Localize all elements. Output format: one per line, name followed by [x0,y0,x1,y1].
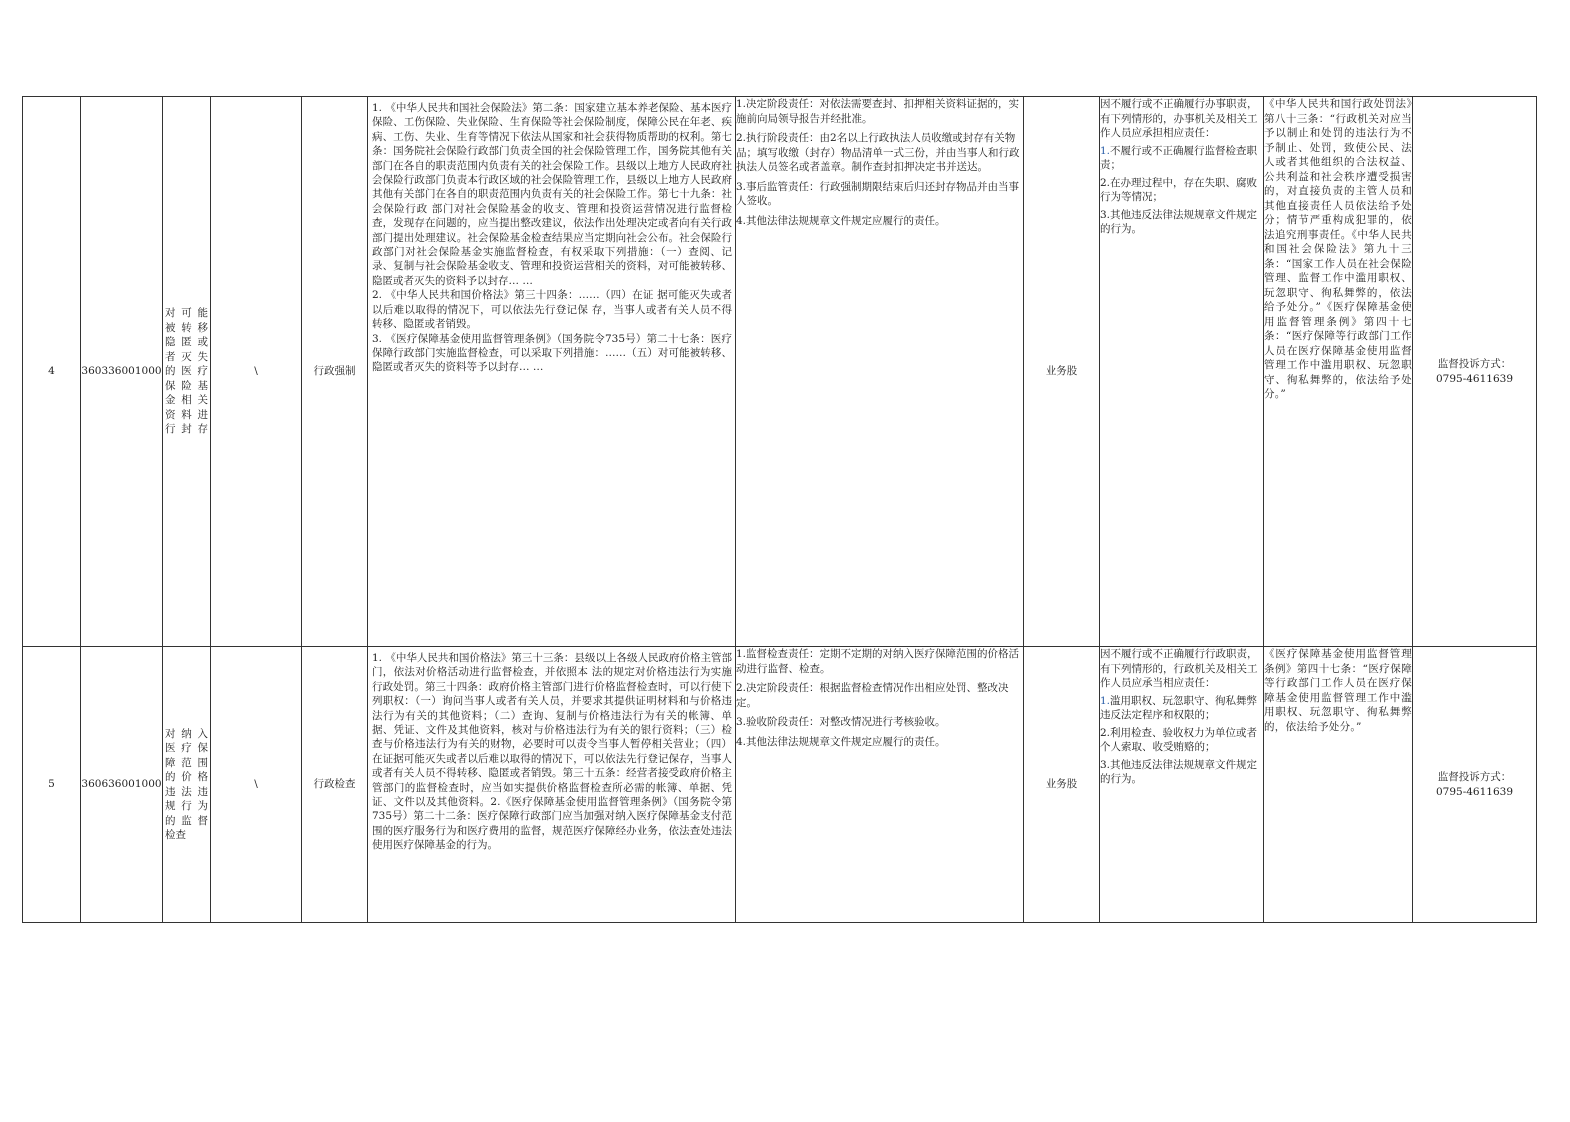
sub-item: \ [211,97,302,647]
accountability-item [1100,176,1263,205]
accountability-intro: 因不履行或不正确履行办事职责，有下列情形的，办事机关及相关工作人员应承担相应责任： [1100,98,1258,139]
item-name-line: 违法违 [165,785,208,798]
duty-item: 3.事后监管责任：行政强制期限结束后归还封存物品并由当事人签收。 [736,180,1020,207]
item-number: 3. [1100,208,1111,221]
item-name-line: 行封存 [165,423,208,436]
item-number: 3. [1100,758,1111,771]
item-name-line: 者灭失 [165,350,208,363]
accountability-law [1264,647,1413,923]
item-name-line: 的监督 [165,814,208,827]
accountability-item [1100,144,1263,173]
item-name-line: 检查 [165,829,186,841]
item-name-line: 医疗保 [165,742,208,754]
duty-item: 1.监督检查责任：定期不定期的对纳入医疗保障范围的价格活动进行监督、检查。 [736,648,1020,675]
duty-items [736,647,1024,923]
accountability-item [1100,694,1263,723]
supervision [1413,97,1537,647]
row-number: 4 [23,97,81,647]
supervision-phone: 0795-4611639 [1435,785,1514,798]
row-number: 5 [23,647,81,923]
supervision-label: 监督投诉方式： [1437,771,1512,783]
sub-item: \ [211,647,302,923]
supervision-label: 监督投诉方式： [1437,358,1512,370]
supervision-phone: 0795-4611639 [1435,372,1514,385]
item-name-line: 障范围 [165,756,208,769]
power-type: 行政检查 [302,647,368,923]
item-name-line: 被转移 [165,321,208,334]
accountability-law-text: 《中华人民共和国行政处罚法》第八十三条：“行政机关对应当予以制止和处罚的违法行为不予制止、处罚，致使公民、法人或者其他组织的合法权益、公共利益和社会秩序遭受损害的，对直接负责的主管人员和其他直接责任人员依法给予处分；情节严重构成犯罪的，依法追究刑事责任。《中华人民共和国社会保险法》第九十三条：“国家工作人员在社会保险管理、监督工作中滥用职权、玩忽职守、徇私舞弊的，依法给予处分。”《医疗保障基金使用监督管理条例》第四十七条：“医疗保障等行政部门工作人员在医疗保障基金使用监督管理工作中滥用职权、玩忽职守、徇私舞弊的，依法给予处分。” [1264,98,1412,400]
legal-basis [368,647,736,923]
item-name-line: 对纳入 [165,727,208,740]
rights-responsibility-table [22,96,1537,923]
legal-basis-text: 1. 《中华人民共和国社会保险法》第二条：国家建立基本养老保险、基本医疗保险、工伤保险、失业保险、生育保险等社会保险制度，保障公民在年老、疾病、工伤、失业、生育等情况下依法从国家和社会获得物质帮助的权利。第七条：国务院社会保险行政部门负责全国的社会保险管理工作，国务院其他有关部门在各自的职责范围内负责有关的社会保险工作。县级以上地方人民政府社会保险行政部门负责本行政区域的社会保险管理工作，县级以上地方人民政府其他有关部门在各自的职责范围内负责有关的社会保险工作。第七十九条：社会保险行政 部门对社会保险基金的收支、管理和投资运营情况进行监督检查，发现存在问题的，应当提出整改建议，依法作出处理决定或者向有关行政部门提出处理建议。社会保险基金检查结果应当定期向社会公布。社会保险行政部门对社会保险基金实施监督检查，有权采取下列措施：（一）查阅、记录、复制与社会保险基金收支、管理和投资运营相关的资料，对可能被转移、隐匿或者灭失的资料予以封存… … 2. 《中华人民共和国价格法》第三十四条：……（四）在证 据可能灭失或者以后难以取得的情况下，可以依法先行登记保 存，当事人或者有关人员不得转移、隐匿或者销毁。 3. 《医疗保障基金使用监督管理条例》（国务院令735号）第二十七条：医疗保障行政部门实施监督检查，可以采取下列措施：……（五）对可能被转移、隐匿或者灭失的资料等予以封存… … [372,102,732,374]
item-text: 利用检查、验收权力为单位或者个人索取、收受贿赂的； [1100,726,1258,753]
item-text: 不履行或不正确履行监督检查职责； [1100,144,1258,171]
responsible-dept: 业务股 [1024,647,1100,923]
accountability-item [1100,726,1263,755]
legal-basis [368,97,736,647]
item-name [163,97,211,647]
item-code: 360336001000 [81,97,163,647]
accountability-item [1100,208,1263,237]
table-row [23,647,1537,923]
item-number: 2. [1100,726,1111,739]
accountability-item [1100,758,1263,787]
duty-items [736,97,1024,647]
accountability-intro: 因不履行或不正确履行行政职责，有下列情形的，行政机关及相关工作人员应承当相应责任： [1100,648,1258,689]
item-text: 在办理过程中，存在失职、腐败行为等情况； [1100,176,1258,203]
item-name-line: 金相关 [165,394,208,407]
table-row [23,97,1537,647]
item-name-line: 保险基 [165,379,208,392]
item-text: 其他违反法律法规规章文件规定的行为。 [1100,758,1258,785]
item-number: 1. [1100,694,1111,707]
responsible-dept: 业务股 [1024,97,1100,647]
supervision [1413,647,1537,923]
item-text: 其他违反法律法规规章文件规定的行为。 [1100,208,1258,235]
item-name [163,647,211,923]
item-number: 2. [1100,176,1111,189]
power-type: 行政强制 [302,97,368,647]
item-name-line: 的价格 [165,771,208,783]
item-name-line: 资料进 [165,408,208,421]
duty-item: 4.其他法律法规规章文件规定应履行的责任。 [736,214,946,227]
item-text: 滥用职权、玩忽职守、徇私舞弊违反法定程序和权限的； [1100,694,1258,721]
legal-basis-text: 1. 《中华人民共和国价格法》第三十三条：县级以上各级人民政府价格主管部门，依法对价格活动进行监督检查，并依照本 法的规定对价格违法行为实施行政处罚。第三十四条：政府价格主管部门进行价格监督检查时，可以行使下列职权：（一）询问当事人或者有关人员，并要求其提供证明材料和与价格违法行为有关的其他资料；（二）查询、复制与价格违法行为有关的帐簿、单据、凭证、文件及其他资料，核对与价格违法行为有关的银行资料；（三）检查与价格违法行为有关的财物，必要时可以责令当事人暂停相关营业；（四）在证据可能灭失或者以后难以取得的情况下，可以依法先行登记保存，当事人或者有关人员不得转移、隐匿或者销毁。第三十五条：经营者接受政府价格主管部门的监督检查时，应当如实提供价格监督检查所必需的帐簿、单据、凭证、文件以及其他资料。2.《医疗保障基金使用监督管理条例》（国务院令第735号）第二十二条：医疗保障行政部门应当加强对纳入医疗保障基金支付范围的医疗服务行为和医疗费用的监督，规范医疗保障经办业务，依法查处违法使用医疗保障基金的行为。 [372,652,732,852]
accountability [1100,647,1264,923]
item-name-line: 的医疗 [165,365,208,378]
duty-item: 3.验收阶段责任：对整改情况进行考核验收。 [736,716,946,728]
accountability-law [1264,97,1413,647]
accountability-law-text: 《医疗保障基金使用监督管理条例》第四十七条：“医疗保障等行政部门工作人员在医疗保障基金使用监督管理工作中滥用职权、玩忽职守、徇私舞弊的，依法给予处分。” [1264,648,1412,733]
item-name-line: 规行为 [165,800,208,812]
item-number: 1. [1100,144,1111,157]
duty-item: 2.决定阶段责任：根据监督检查情况作出相应处罚、整改决定。 [736,682,1009,709]
item-code: 360636001000 [81,647,163,923]
duty-item: 2.执行阶段责任：由2名以上行政执法人员收缴或封存有关物品；填写收缴（封存）物品清单一式三份，并由当事人和行政执法人员签名或者盖章。制作查封扣押决定书并送达。 [736,132,1020,173]
accountability [1100,97,1264,647]
item-name-line: 隐匿或 [165,336,208,349]
item-name-line: 对可能 [165,307,208,320]
duty-item: 1.决定阶段责任：对依法需要查封、扣押相关资料证据的，实施前向局领导报告并经批准。 [736,98,1020,125]
duty-item: 4.其他法律法规规章文件规定应履行的责任。 [736,735,946,748]
